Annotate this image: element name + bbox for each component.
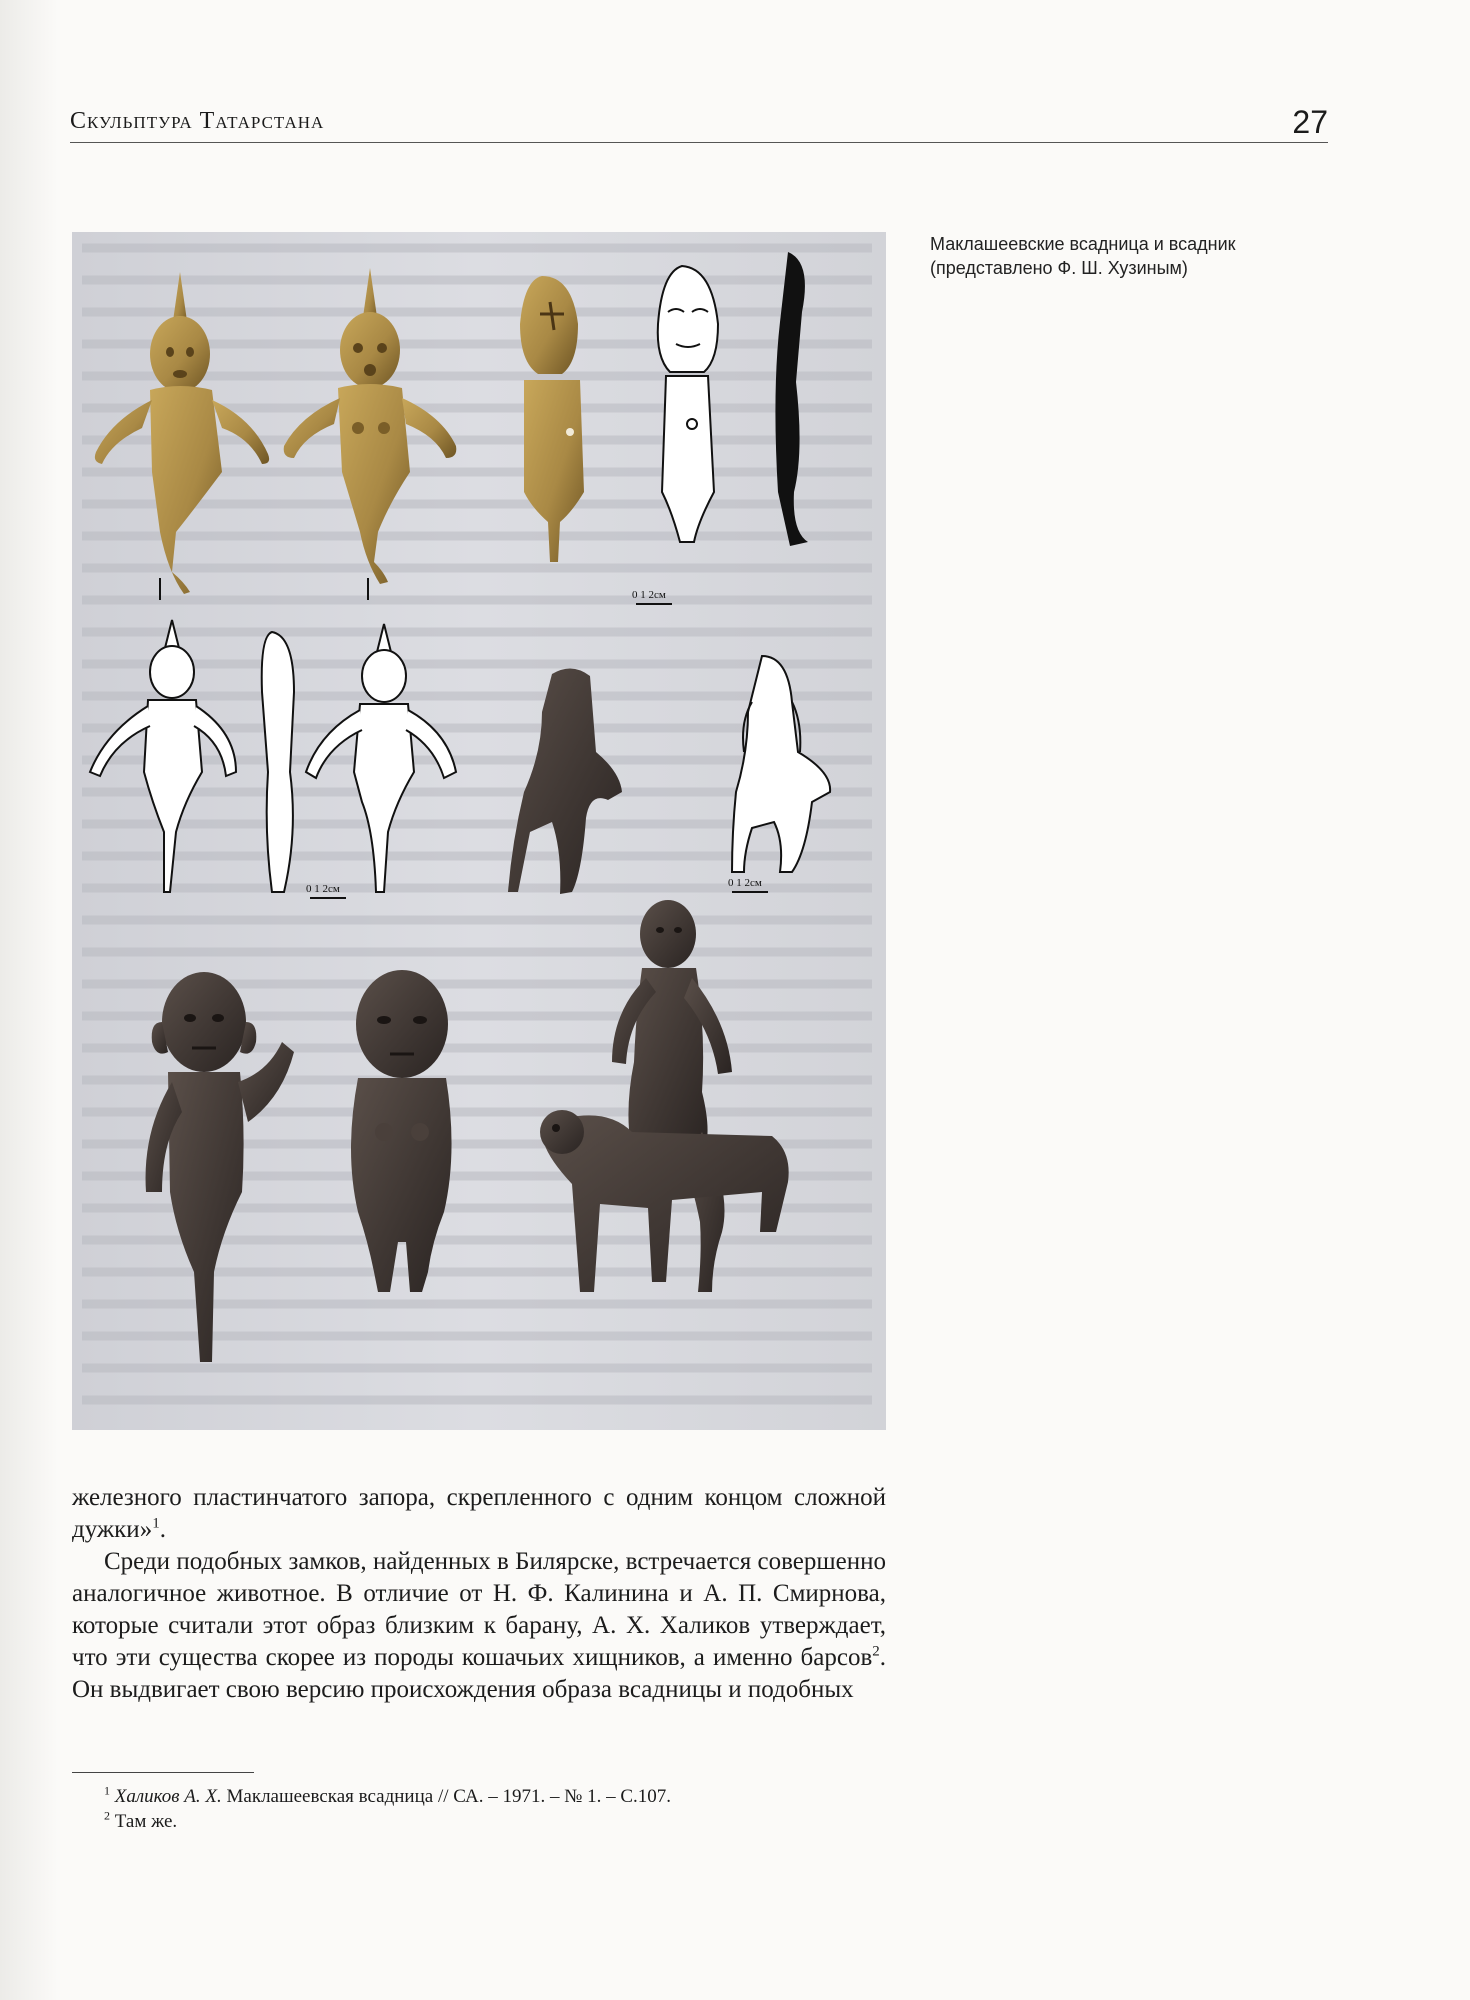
figurines-photo bbox=[72, 232, 886, 1430]
figure-caption bbox=[930, 232, 1290, 280]
footnote-1: $^1$ Халиков А. Х. Маклашеевская всадница // СА. – 1971. – № 1. – С.107. bbox=[104, 1783, 672, 1807]
footnote-2: $^2$ Там же. bbox=[104, 1808, 178, 1832]
figurine-line-drawing-1 bbox=[658, 266, 718, 542]
paragraph-2: Среди подобных замков, найденных в Билярске, встречается совершенно аналогичное животное. В отличие от Н. Ф. Калинина и А. П. Смирнова, которые считали этот образ близким к барану, А. Х. Халиков утверждает, что эти существа скорее из породы кошачьих хищников, а именно барсов$^2$. Он выдвигает свою версию происхождения образа всадницы и подобных bbox=[72, 1548, 886, 1703]
page-number: 27 bbox=[1292, 104, 1328, 140]
header-rule bbox=[70, 142, 1328, 143]
footnotes bbox=[72, 1784, 886, 1834]
svg-text:0 1 2см: 0 1 2см bbox=[306, 883, 340, 895]
footnote-ref-2: 2 bbox=[872, 1643, 880, 1660]
page-edge-shadow bbox=[0, 0, 58, 2000]
footnote-ref-1: 1 bbox=[152, 1515, 160, 1532]
running-title: Скульптура Татарстана bbox=[70, 108, 325, 134]
body-text bbox=[72, 1482, 886, 1706]
footnote-rule bbox=[72, 1772, 254, 1773]
paragraph-1: железного пластинчатого запора, скрепленного с одним концом сложной дужки»$^1$. bbox=[72, 1484, 886, 1543]
caption-line-2: (представлено Ф. Ш. Хузиным) bbox=[930, 258, 1188, 278]
svg-text:0 1 2см: 0 1 2см bbox=[728, 877, 762, 889]
caption-line-1: Маклашеевские всадница и всадник bbox=[930, 234, 1236, 254]
svg-text:0 1 2см: 0 1 2см bbox=[632, 589, 666, 601]
